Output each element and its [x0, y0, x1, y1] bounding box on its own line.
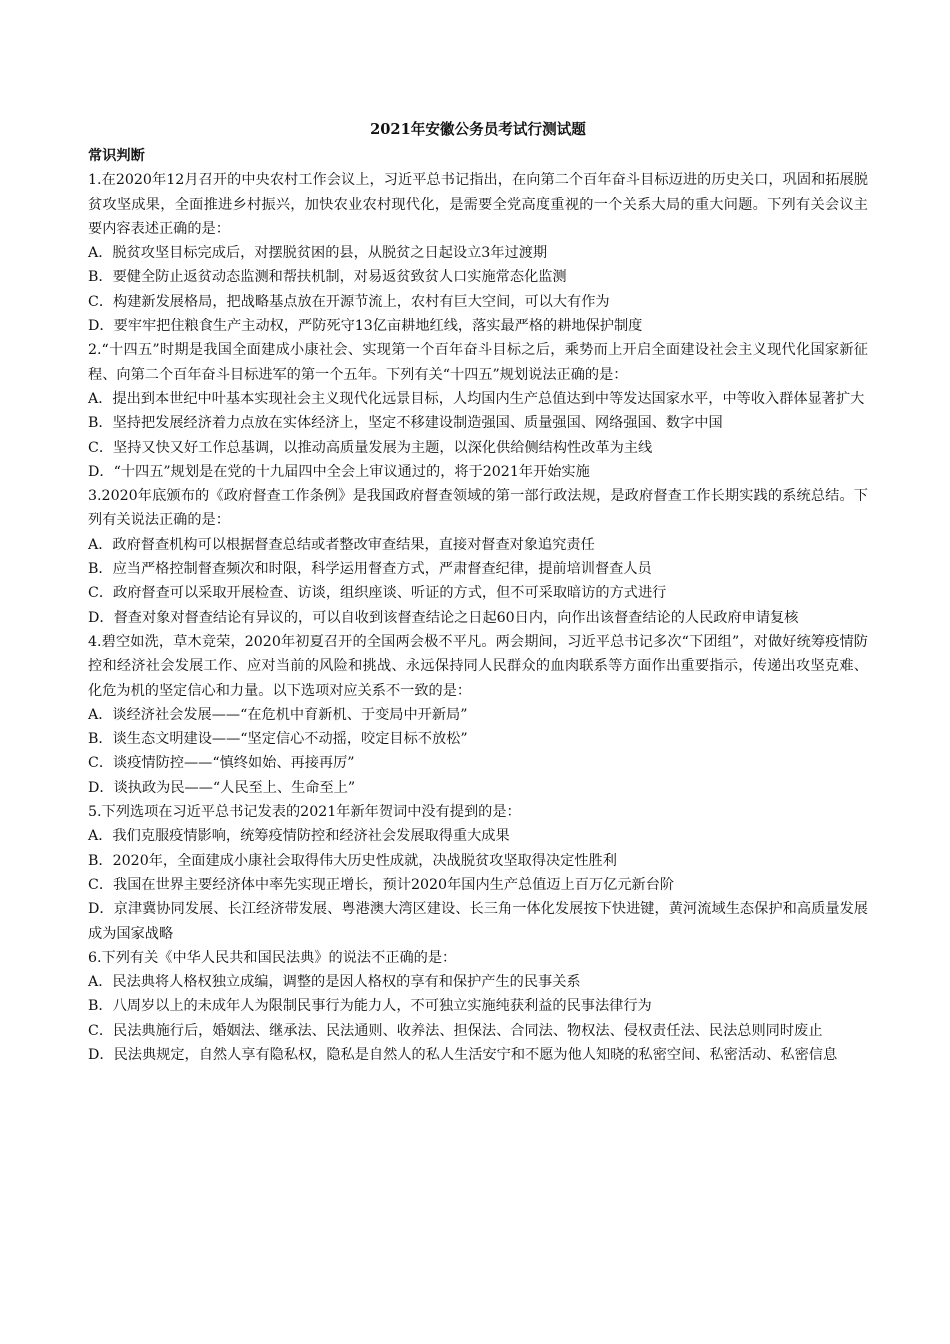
- option-a: A．政府督查机构可以根据督查总结或者整改审查结果，直接对督查对象追究责任: [88, 536, 595, 553]
- option-b: B．谈生态文明建设——“坚定信心不动摇，咬定目标不放松”: [88, 731, 468, 748]
- option-a: A．谈经济社会发展——“在危机中育新机、于变局中开新局”: [88, 706, 468, 723]
- option-b: B．应当严格控制督查频次和时限，科学运用督查方式，严肃督查纪律，提前培训督查人员: [88, 561, 652, 578]
- option-d: D．“十四五”规划是在党的十九届四中全会上审议通过的，将于2021年开始实施: [88, 463, 590, 480]
- question-stem: 6.下列有关《中华人民共和国民法典》的说法不正确的是：: [88, 949, 457, 966]
- option-d: D．要牢牢把住粮食生产主动权，严防死守13亿亩耕地红线，落实最严格的耕地保护制度: [88, 318, 643, 335]
- question-6: [88, 946, 868, 1067]
- option-c: C．民法典施行后，婚姻法、继承法、民法通则、收养法、担保法、合同法、物权法、侵权责任法、民法总则同时废止: [88, 1022, 823, 1039]
- question-stem: 1.在2020年12月召开的中央农村工作会议上，习近平总书记指出，在向第二个百年奋斗目标迈进的历史关口，巩固和拓展脱贫攻坚成果，全面推进乡村振兴，加快农业农村现代化，是需要全党高度重视的一个关系大局的重大问题。下列有关会议主要内容表述正确的是：: [88, 172, 868, 237]
- option-c: C．政府督查可以采取开展检查、访谈，组织座谈、听证的方式，但不可采取暗访的方式进行: [88, 585, 667, 602]
- question-1: [88, 168, 868, 338]
- question-2: [88, 338, 868, 484]
- option-c: C．坚持又快又好工作总基调，以推动高质量发展为主题，以深化供给侧结构性改革为主线: [88, 439, 653, 456]
- option-b: B．2020年，全面建成小康社会取得伟大历史性成就，决战脱贫攻坚取得决定性胜利: [88, 852, 617, 869]
- option-d: D．谈执政为民——“人民至上、生命至上”: [88, 779, 356, 796]
- option-a: A．民法典将人格权独立成编，调整的是因人格权的享有和保护产生的民事关系: [88, 974, 581, 991]
- section-heading: 常识判断: [88, 148, 145, 164]
- option-a: A．脱贫攻坚目标完成后，对摆脱贫困的县，从脱贫之日起设立3年过渡期: [88, 245, 548, 262]
- question-stem: 2.“十四五”时期是我国全面建成小康社会、实现第一个百年奋斗目标之后，乘势而上开启全面建设社会主义现代化国家新征程、向第二个百年奋斗目标进军的第一个五年。下列有关“十四五”规划说法正确的是：: [88, 342, 868, 383]
- option-b: B．要健全防止返贫动态监测和帮扶机制，对易返贫致贫人口实施常态化监测: [88, 269, 567, 286]
- question-4: [88, 630, 868, 800]
- option-c: C．我国在世界主要经济体中率先实现正增长，预计2020年国内生产总值迈上百万亿元新台阶: [88, 876, 675, 893]
- page-title: 2021年安徽公务员考试行测试题: [370, 121, 586, 138]
- option-b: B．坚持把发展经济着力点放在实体经济上，坚定不移建设制造强国、质量强国、网络强国、数字中国: [88, 415, 723, 432]
- option-c: C．构建新发展格局，把战略基点放在开源节流上，农村有巨大空间，可以大有作为: [88, 293, 610, 310]
- option-d: D．督查对象对督查结论有异议的，可以自收到该督查结论之日起60日内，向作出该督查结论的人民政府申请复核: [88, 609, 799, 626]
- option-b: B．八周岁以上的未成年人为限制民事行为能力人，不可独立实施纯获利益的民事法律行为: [88, 998, 652, 1015]
- option-d: D．民法典规定，自然人享有隐私权，隐私是自然人的私人生活安宁和不愿为他人知晓的私密空间、私密活动、私密信息: [88, 1046, 838, 1063]
- option-a: A．我们克服疫情影响，统筹疫情防控和经济社会发展取得重大成果: [88, 828, 510, 845]
- option-d: D．京津冀协同发展、长江经济带发展、粤港澳大湾区建设、长三角一体化发展按下快进键，黄河流域生态保护和高质量发展成为国家战略: [88, 901, 868, 942]
- question-stem: 3.2020年底颁布的《政府督查工作条例》是我国政府督查领域的第一部行政法规，是政府督查工作长期实践的系统总结。下列有关说法正确的是：: [88, 488, 868, 529]
- question-5: [88, 800, 868, 946]
- question-stem: 5.下列选项在习近平总书记发表的2021年新年贺词中没有提到的是：: [88, 804, 521, 821]
- document-page: [88, 118, 868, 1067]
- question-stem: 4.碧空如洗，草木竞荣，2020年初夏召开的全国两会极不平凡。两会期间，习近平总书记多次“下团组”，对做好统筹疫情防控和经济社会发展工作、应对当前的风险和挑战、永远保持同人民群众的血肉联系等方面作出重要指示，传递出攻坚克难、化危为机的坚定信心和力量。以下选项对应关系不一致的是：: [88, 633, 868, 699]
- option-c: C．谈疫情防控——“慎终如始、再接再厉”: [88, 755, 355, 772]
- option-a: A．提出到本世纪中叶基本实现社会主义现代化远景目标，人均国内生产总值达到中等发达国家水平，中等收入群体显著扩大: [88, 390, 865, 407]
- question-3: [88, 484, 868, 630]
